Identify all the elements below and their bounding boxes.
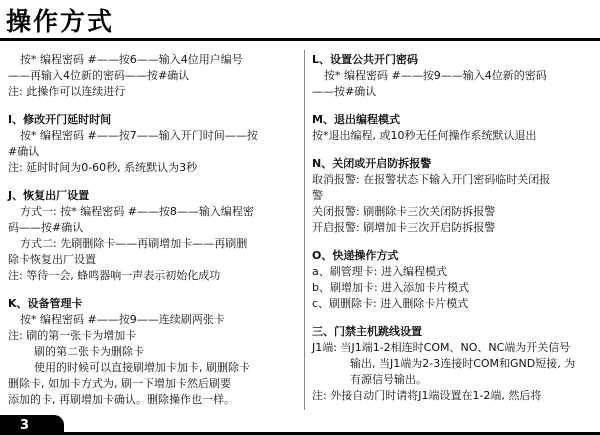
text-line: 注: 此操作可以连续进行 bbox=[8, 85, 126, 98]
section-o bbox=[312, 248, 595, 312]
text-line: 码——按#确认 bbox=[8, 221, 84, 234]
text-line: 输出, 当J1端为2-3连接时COM和GND短接, 为 bbox=[350, 357, 576, 370]
section-title: O、快递操作方式 bbox=[312, 249, 399, 262]
page-footer bbox=[0, 415, 600, 435]
text-line: a、刷管理卡: 进入编程模式 bbox=[312, 265, 447, 278]
section-title: I、修改开门延时时间 bbox=[8, 113, 112, 126]
section-title: N、关闭或开启防拆报警 bbox=[312, 157, 432, 170]
page-title: 操作方式 bbox=[6, 7, 115, 36]
text-line: #确认 bbox=[8, 145, 40, 158]
text-line: 按* 编程密码 #——按7——输入开门时间——按 bbox=[20, 129, 258, 142]
section-title: J、恢复出厂设置 bbox=[8, 189, 90, 202]
section-jumper bbox=[312, 324, 595, 404]
text-line: 注: 外接自动门时请将J1端设置在1-2端, 然后将 bbox=[312, 389, 542, 402]
section-i bbox=[8, 112, 298, 176]
section-l bbox=[312, 52, 595, 100]
text-line: 方式二: 先刷删除卡——再刷增加卡——再刷删 bbox=[20, 237, 248, 250]
section-title: M、退出编程模式 bbox=[312, 113, 400, 126]
text-line: 刷的第二张卡为删除卡 bbox=[34, 345, 144, 358]
section-m bbox=[312, 112, 595, 144]
text-line: 按*退出编程, 或10秒无任何操作系统默认退出 bbox=[312, 129, 537, 142]
text-line: 按* 编程密码 #——按9——连续刷两张卡 bbox=[20, 313, 225, 326]
section-k bbox=[8, 296, 298, 408]
section-title: K、设备管理卡 bbox=[8, 297, 83, 310]
text-line: c、刷删除卡: 进入删除卡片模式 bbox=[312, 297, 469, 310]
section-j bbox=[8, 188, 298, 284]
text-line: 注: 延时时间为0-60秒, 系统默认为3秒 bbox=[8, 161, 198, 174]
text-line: 警 bbox=[312, 189, 323, 202]
section-title: 三、门禁主机跳线设置 bbox=[312, 325, 422, 338]
title-divider bbox=[0, 38, 600, 41]
right-column bbox=[312, 52, 595, 416]
text-line: ——按#确认 bbox=[312, 85, 377, 98]
section-title: L、设置公共开门密码 bbox=[312, 53, 419, 66]
left-column bbox=[8, 52, 298, 420]
text-line: 有源信号输出。 bbox=[350, 373, 427, 386]
text-line: 按* 编程密码 #——按9——输入4位新的密码 bbox=[324, 69, 547, 82]
page-number-badge bbox=[0, 415, 64, 435]
text-line: 开启报警: 刷增加卡三次开启防拆报警 bbox=[312, 221, 496, 234]
text-line: 添加的卡, 再刷增加卡确认。删除操作也一样。 bbox=[8, 393, 235, 406]
section-intro bbox=[8, 52, 298, 100]
text-line: 注: 刷的第一张卡为增加卡 bbox=[8, 329, 137, 342]
text-line: 删除卡, 如加卡方式为, 刷一下增加卡然后刷要 bbox=[8, 377, 231, 390]
section-n bbox=[312, 156, 595, 236]
column-divider bbox=[304, 50, 305, 410]
text-line: ——再输入4位新的密码——按#确认 bbox=[8, 69, 190, 82]
text-line: 除卡恢复出厂设置 bbox=[8, 253, 96, 266]
text-line: 关闭报警: 刷删除卡三次关闭防拆报警 bbox=[312, 205, 496, 218]
text-line: J1端: 当J1端1-2相连时COM、NO、NC端为开关信号 bbox=[312, 341, 571, 354]
text-line: 取消报警: 在报警状态下输入开门密码临时关闭报 bbox=[312, 173, 551, 186]
text-line: 方式一: 按* 编程密码 #——按8——输入编程密 bbox=[20, 205, 254, 218]
page-number: 3 bbox=[20, 418, 30, 433]
text-line: 使用的时候可以直接刷增加卡加卡, 刷删除卡 bbox=[34, 361, 250, 374]
text-line: b、刷增加卡: 进入添加卡片模式 bbox=[312, 281, 470, 294]
text-line: 注: 等待一会, 蜂鸣器响一声表示初始化成功 bbox=[8, 269, 221, 282]
text-line: 按* 编程密码 #——按6——输入4位用户编号 bbox=[20, 53, 243, 66]
